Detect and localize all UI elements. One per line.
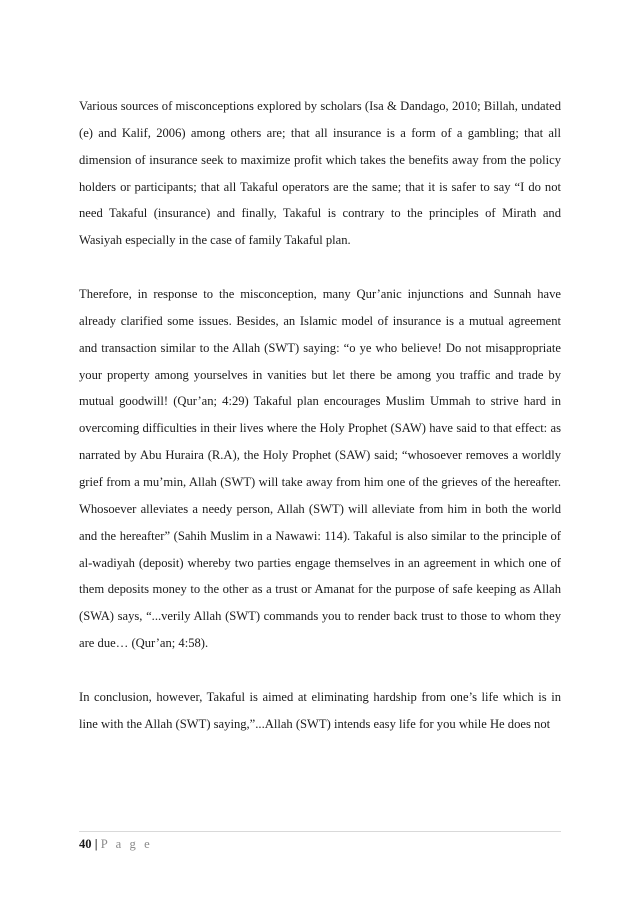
paragraph-response: Therefore, in response to the misconception, many Qur’anic injunctions and Sunnah have already clarified some issues. Besides, an Islamic model of insurance is a mutual agreement and transaction similar to the Allah (SWT) saying: “o ye who believe! Do not misappropriate your property among yourselves in vanities but let there be among you traffic and trade by mutual goodwill! (Qur’an; 4:29) Takaful plan encourages Muslim Ummah to strive hard in overcoming difficulties in their lives where the Holy Prophet (SAW) have said to that effect: as narrated by Abu Huraira (R.A), the Holy Prophet (SAW) said; “whosoever removes a worldly grief from a mu’min, Allah (SWT) will take away from him one of the grieves of the hereafter. Whosoever alleviates a needy person, Allah (SWT) will alleviate from him in both the world and the hereafter” (Sahih Muslim in a Nawawi: 114). Takaful is also similar to the principle of al-wadiyah (deposit) whereby two parties engage themselves in an agreement in which one of them deposits money to the other as a trust or Amanat for the purpose of safe keeping as Allah (SWA) says, “...verily Allah (SWT) commands you to render back trust to those to whom they are due… (Qur’an; 4:58). (79, 287, 561, 651)
page-number: 40 (79, 837, 92, 851)
paragraph-conclusion: In conclusion, however, Takaful is aimed at eliminating hardship from one’s life which is in line with the Allah (SWT) saying,”...Allah (SWT) intends easy life for you while He does not (79, 689, 561, 731)
body-text (79, 93, 561, 738)
page-footer (79, 836, 152, 852)
page-label: P a g e (100, 837, 153, 851)
footer-divider (79, 831, 561, 832)
footer-separator: | (94, 837, 98, 851)
paragraph-misconceptions: Various sources of misconceptions explored by scholars (Isa & Dandago, 2010; Billah, undated (e) and Kalif, 2006) among others are; that all insurance is a form of a gambling; that all dimension of insurance seek to maximize profit which takes the benefits away from the policy holders or participants; that all Takaful operators are the same; that it is safer to say “I do not need Takaful (insurance) and finally, Takaful is contrary to the principles of Mirath and Wasiyah especially in the case of family Takaful plan. (79, 99, 561, 248)
